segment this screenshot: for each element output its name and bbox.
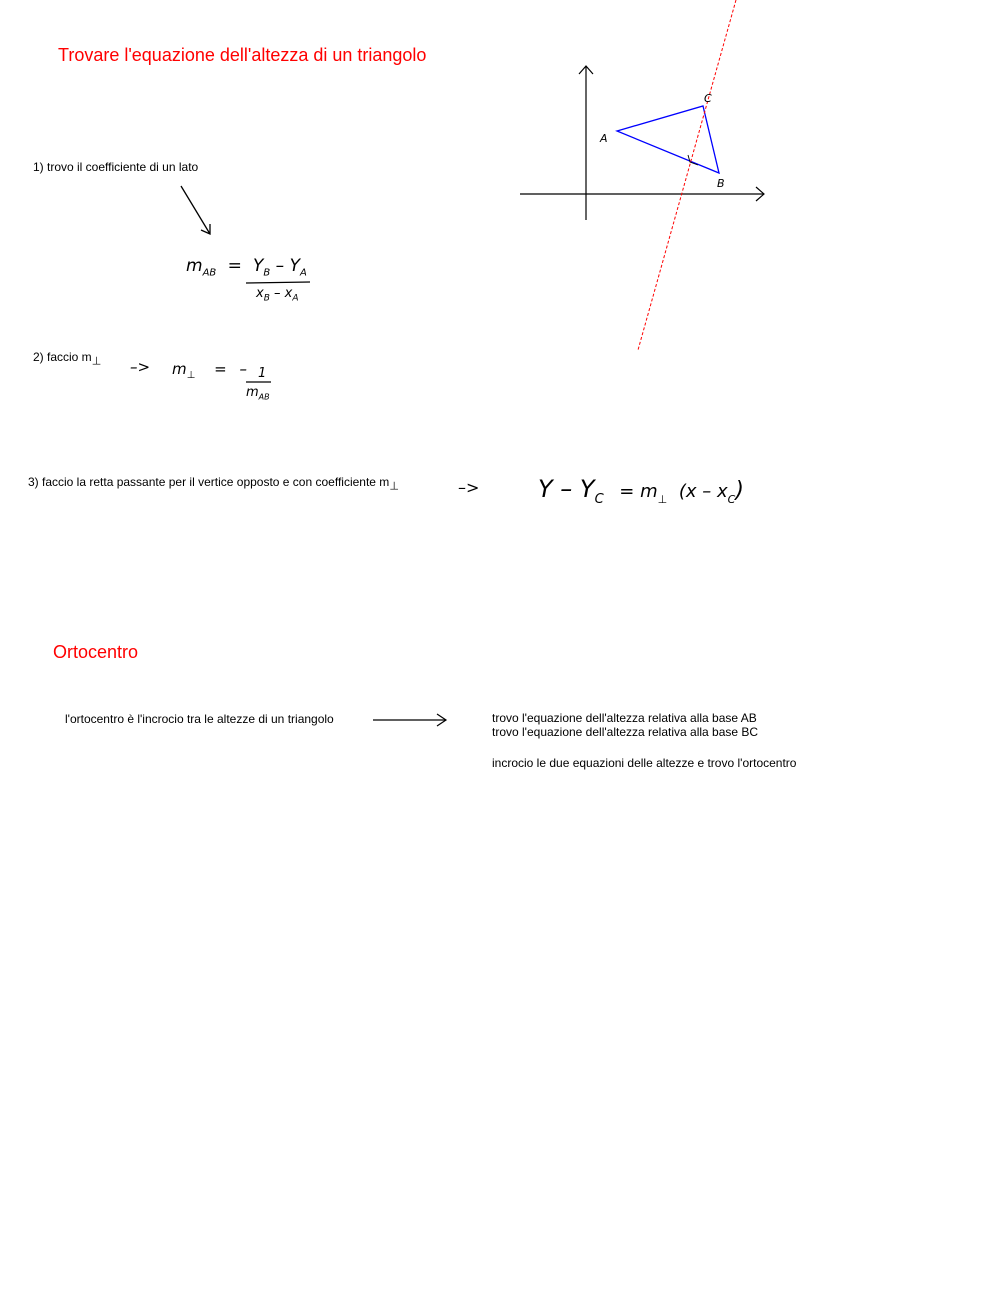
formula-denominator: $x_B - x_A$: [256, 286, 299, 304]
step-3-text: 3) faccio la retta passante per il vertice opposto e con coefficiente $m_\perp$: [28, 475, 399, 493]
step-2-arrow: –>: [130, 358, 151, 376]
step-1-text: 1) trovo il coefficiente di un lato: [33, 160, 199, 174]
step-3-arrow: –>: [458, 478, 480, 497]
formula-m-ab: $m_{AB}$ =: [186, 256, 242, 279]
label-a: A: [600, 132, 608, 145]
ortocentro-definition: l'ortocentro è l'incrocio tra le altezze di un triangolo: [65, 712, 334, 726]
fraction-bar: [244, 281, 314, 285]
line-equation: $Y - Y_C = m_\perp$ $(x - x_C)$: [538, 475, 744, 507]
ortocentro-step-2: trovo l'equazione dell'altezza relativa alla base BC: [492, 725, 759, 739]
ortocentro-step-3: incrocio le due equazioni delle altezze e trovo l'ortocentro: [492, 756, 797, 770]
perp-denominator: $m_{AB}$: [246, 385, 270, 402]
down-arrow-icon: [170, 180, 220, 242]
right-arrow-icon: [370, 710, 450, 730]
formula-m-perp: $m_\perp$ = –: [172, 360, 247, 381]
perp-numerator: 1: [258, 366, 267, 381]
ortocentro-step-1: trovo l'equazione dell'altezza relativa alla base AB: [492, 711, 757, 725]
page-title: Trovare l'equazione dell'altezza di un triangolo: [58, 45, 427, 65]
triangle-diagram: [510, 0, 810, 360]
formula-numerator: $Y_B - Y_A$: [253, 256, 307, 279]
perp-fraction-bar: [244, 380, 274, 384]
section-title-ortocentro: Ortocentro: [53, 642, 139, 662]
label-c: C: [704, 92, 712, 105]
label-b: B: [717, 177, 725, 190]
altitude-line: [638, 0, 736, 350]
step-2-text: 2) faccio $m_\perp$: [33, 350, 102, 368]
